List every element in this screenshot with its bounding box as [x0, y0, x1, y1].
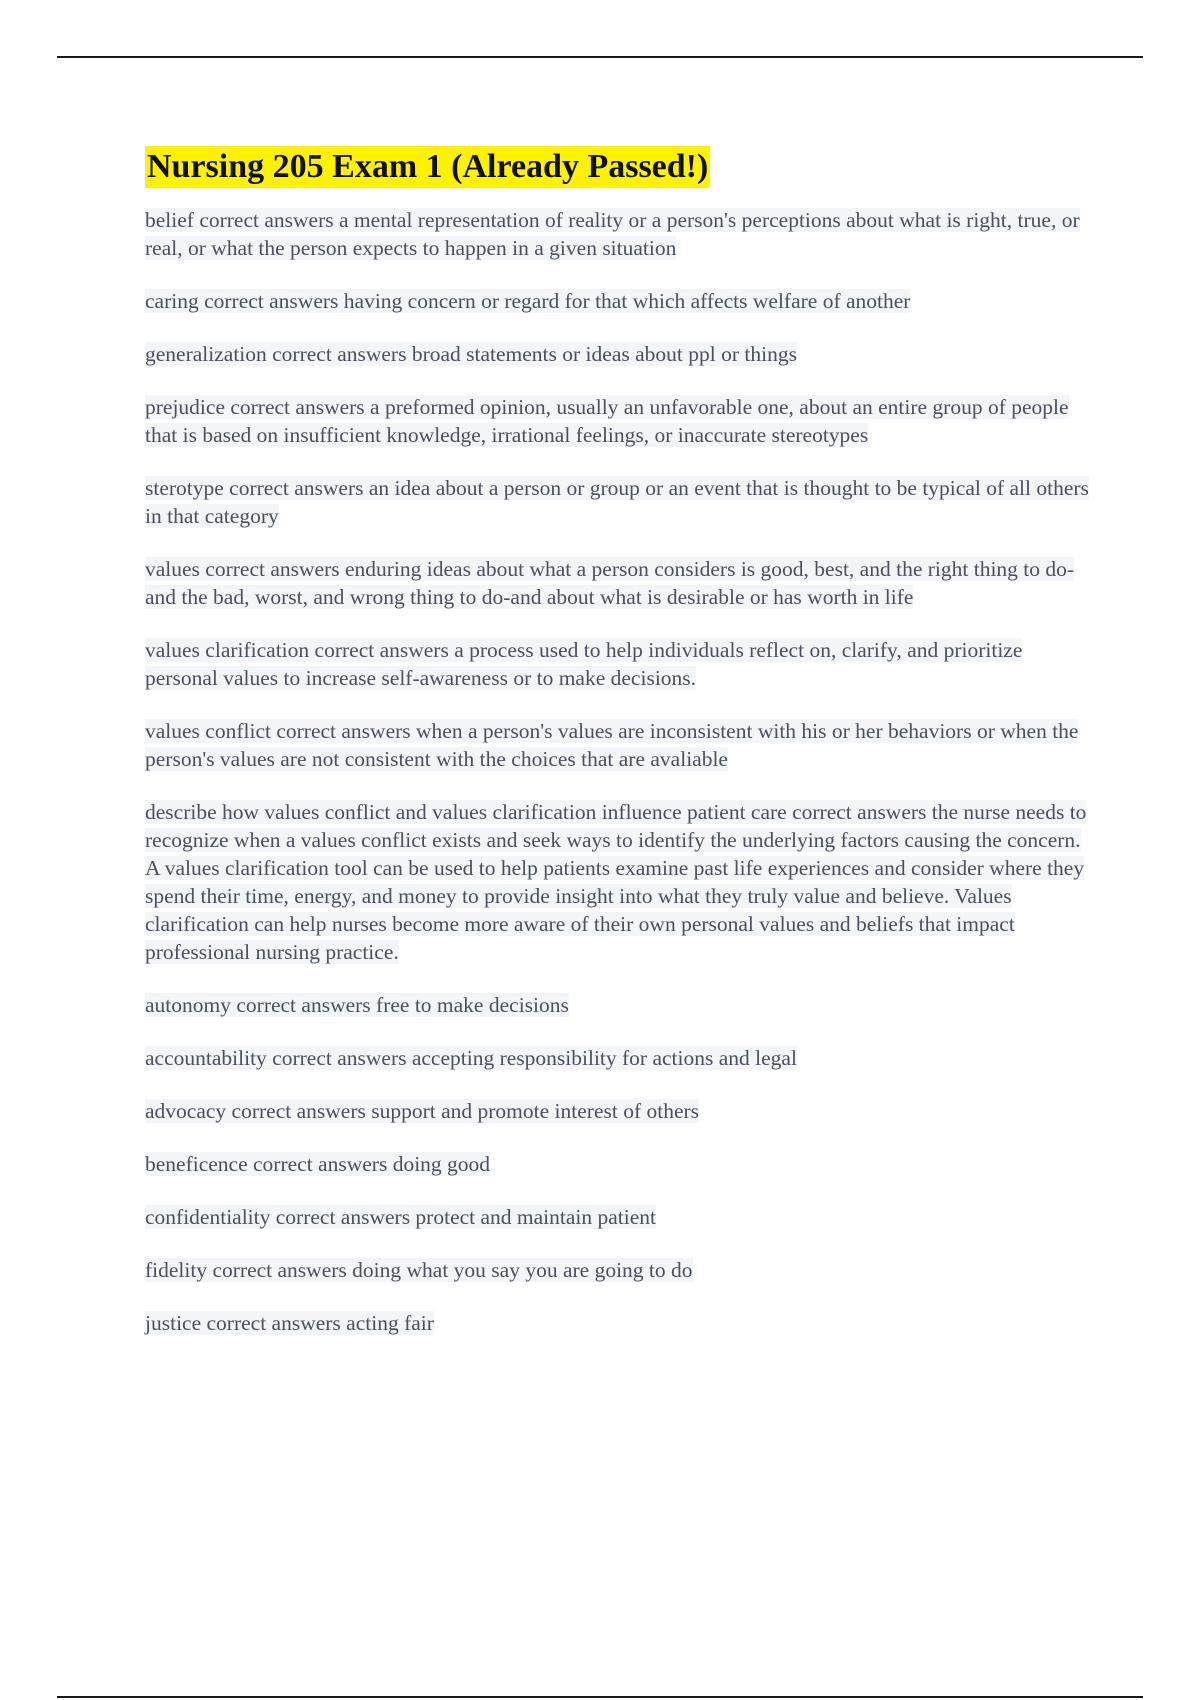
list-item — [145, 1150, 1095, 1178]
flashcard-text: justice correct answers acting fair — [145, 1311, 434, 1335]
flashcard-text: belief correct answers a mental representation of reality or a person's perceptions about what is right, true, or real, or what the person expects to happen in a given situation — [145, 208, 1080, 260]
list-item — [145, 393, 1095, 449]
list-item — [145, 1097, 1095, 1125]
document-body — [145, 146, 1095, 1362]
flashcard-text: sterotype correct answers an idea about a person or group or an event that is thought to be typical of all others in that category — [145, 476, 1089, 528]
list-item — [145, 474, 1095, 530]
list-item — [145, 1256, 1095, 1284]
list-item — [145, 991, 1095, 1019]
flashcard-text: accountability correct answers accepting responsibility for actions and legal — [145, 1046, 797, 1070]
list-item — [145, 1044, 1095, 1072]
flashcard-text: autonomy correct answers free to make decisions — [145, 993, 569, 1017]
top-rule — [57, 56, 1143, 58]
flashcard-text: fidelity correct answers doing what you say you are going to do — [145, 1258, 693, 1282]
list-item — [145, 636, 1095, 692]
flashcard-text: confidentiality correct answers protect and maintain patient — [145, 1205, 657, 1229]
flashcard-list — [145, 206, 1095, 1337]
list-item — [145, 1203, 1095, 1231]
flashcard-text: prejudice correct answers a preformed opinion, usually an unfavorable one, about an entire group of people that is based on insufficient knowledge, irrational feelings, or inaccurate stereotypes — [145, 395, 1069, 447]
list-item — [145, 340, 1095, 368]
flashcard-text: beneficence correct answers doing good — [145, 1152, 491, 1176]
flashcard-text: advocacy correct answers support and promote interest of others — [145, 1099, 700, 1123]
list-item — [145, 1309, 1095, 1337]
flashcard-text: describe how values conflict and values clarification influence patient care correct answers the nurse needs to recognize when a values conflict exists and seek ways to identify the underlying factors causing the concern. A values clarification tool can be used to help patients examine past life experiences and consider where they spend their time, energy, and money to provide insight into what they truly value and believe. Values clarification can help nurses become more aware of their own personal values and beliefs that impact professional nursing practice. — [145, 800, 1087, 964]
list-item — [145, 798, 1095, 966]
bottom-rule — [57, 1696, 1143, 1698]
flashcard-text: values clarification correct answers a process used to help individuals reflect on, clarify, and prioritize personal values to increase self-awareness or to make decisions. — [145, 638, 1023, 690]
flashcard-text: values conflict correct answers when a person's values are inconsistent with his or her behaviors or when the person's values are not consistent with the choices that are avaliable — [145, 719, 1079, 771]
list-item — [145, 287, 1095, 315]
flashcard-text: values correct answers enduring ideas about what a person considers is good, best, and the right thing to do-and the bad, worst, and wrong thing to do-and about what is desirable or has worth in life — [145, 557, 1075, 609]
document-title: Nursing 205 Exam 1 (Already Passed!) — [145, 146, 710, 188]
list-item — [145, 717, 1095, 773]
list-item — [145, 555, 1095, 611]
list-item — [145, 206, 1095, 262]
flashcard-text: caring correct answers having concern or regard for that which affects welfare of another — [145, 289, 911, 313]
flashcard-text: generalization correct answers broad statements or ideas about ppl or things — [145, 342, 797, 366]
